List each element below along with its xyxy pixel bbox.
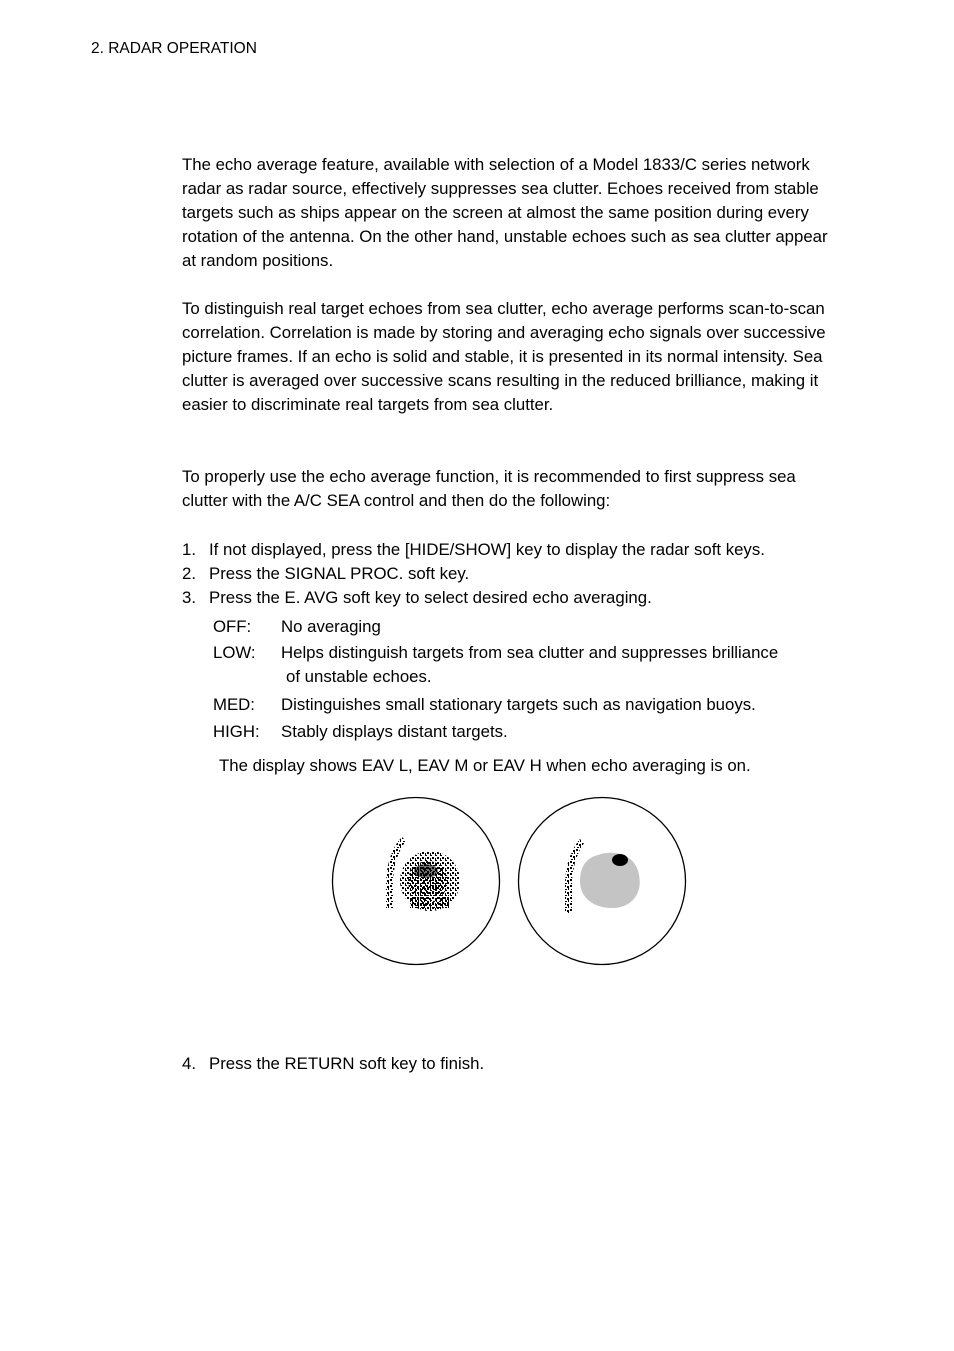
option-med — [213, 693, 843, 717]
procedure-steps — [182, 538, 765, 610]
option-description-line: Helps distinguish targets from sea clutter and suppresses brilliance — [281, 643, 779, 662]
step-number: 1. — [182, 540, 196, 559]
final-step — [182, 1052, 484, 1076]
list-item — [182, 562, 765, 586]
option-key: LOW: — [213, 643, 256, 662]
list-item — [182, 538, 765, 562]
display-note: The display shows EAV L, EAV M or EAV H when echo averaging is on. — [219, 756, 751, 775]
step-number: 2. — [182, 564, 196, 583]
option-description: No averaging — [281, 617, 381, 636]
intro-paragraph: The echo average feature, available with selection of a Model 1833/C series network radar as radar source, effectively suppresses sea clutter. Echoes received from stable targets such as ships appear on the screen at almost the same position during every rotation of the antenna. On the other hand, unstable echoes such as sea clutter appear at random positions. — [182, 155, 828, 270]
step-text: Press the SIGNAL PROC. soft key. — [209, 564, 470, 583]
option-off — [213, 615, 381, 639]
running-header: 2. RADAR OPERATION — [91, 40, 257, 57]
step-text: If not displayed, press the [HIDE/SHOW] key to display the radar soft keys. — [209, 540, 765, 559]
option-description-continuation: of unstable echoes. — [286, 667, 432, 686]
correlation-paragraph: To distinguish real target echoes from sea clutter, echo average performs scan-to-scan correlation. Correlation is made by storing and averaging echo signals over successive picture frames. If an echo is solid and stable, it is presented in its normal intensity. Sea clutter is averaged over successive scans resulting in the reduced brilliance, making it easier to discriminate real targets from sea clutter. — [182, 299, 826, 414]
usage-paragraph: To properly use the echo average function, it is recommended to first suppress sea clutter with the A/C SEA control and then do the following: — [182, 467, 796, 510]
list-item — [182, 586, 765, 610]
option-key: HIGH: — [213, 722, 260, 741]
echo-average-off-illustration — [333, 798, 500, 965]
step-number: 4. — [182, 1054, 196, 1073]
option-description: Stably displays distant targets. — [281, 722, 508, 741]
option-description — [281, 641, 843, 689]
option-key: MED: — [213, 695, 255, 714]
echo-average-on-illustration — [519, 798, 686, 965]
echo-average-figure — [330, 795, 690, 967]
step-number: 3. — [182, 588, 196, 607]
option-high — [213, 720, 843, 744]
step-text: Press the E. AVG soft key to select desired echo averaging. — [209, 588, 652, 607]
step-text: Press the RETURN soft key to finish. — [209, 1054, 485, 1073]
option-low — [213, 641, 843, 689]
option-description: Distinguishes small stationary targets such as navigation buoys. — [281, 695, 756, 714]
option-key: OFF: — [213, 617, 252, 636]
